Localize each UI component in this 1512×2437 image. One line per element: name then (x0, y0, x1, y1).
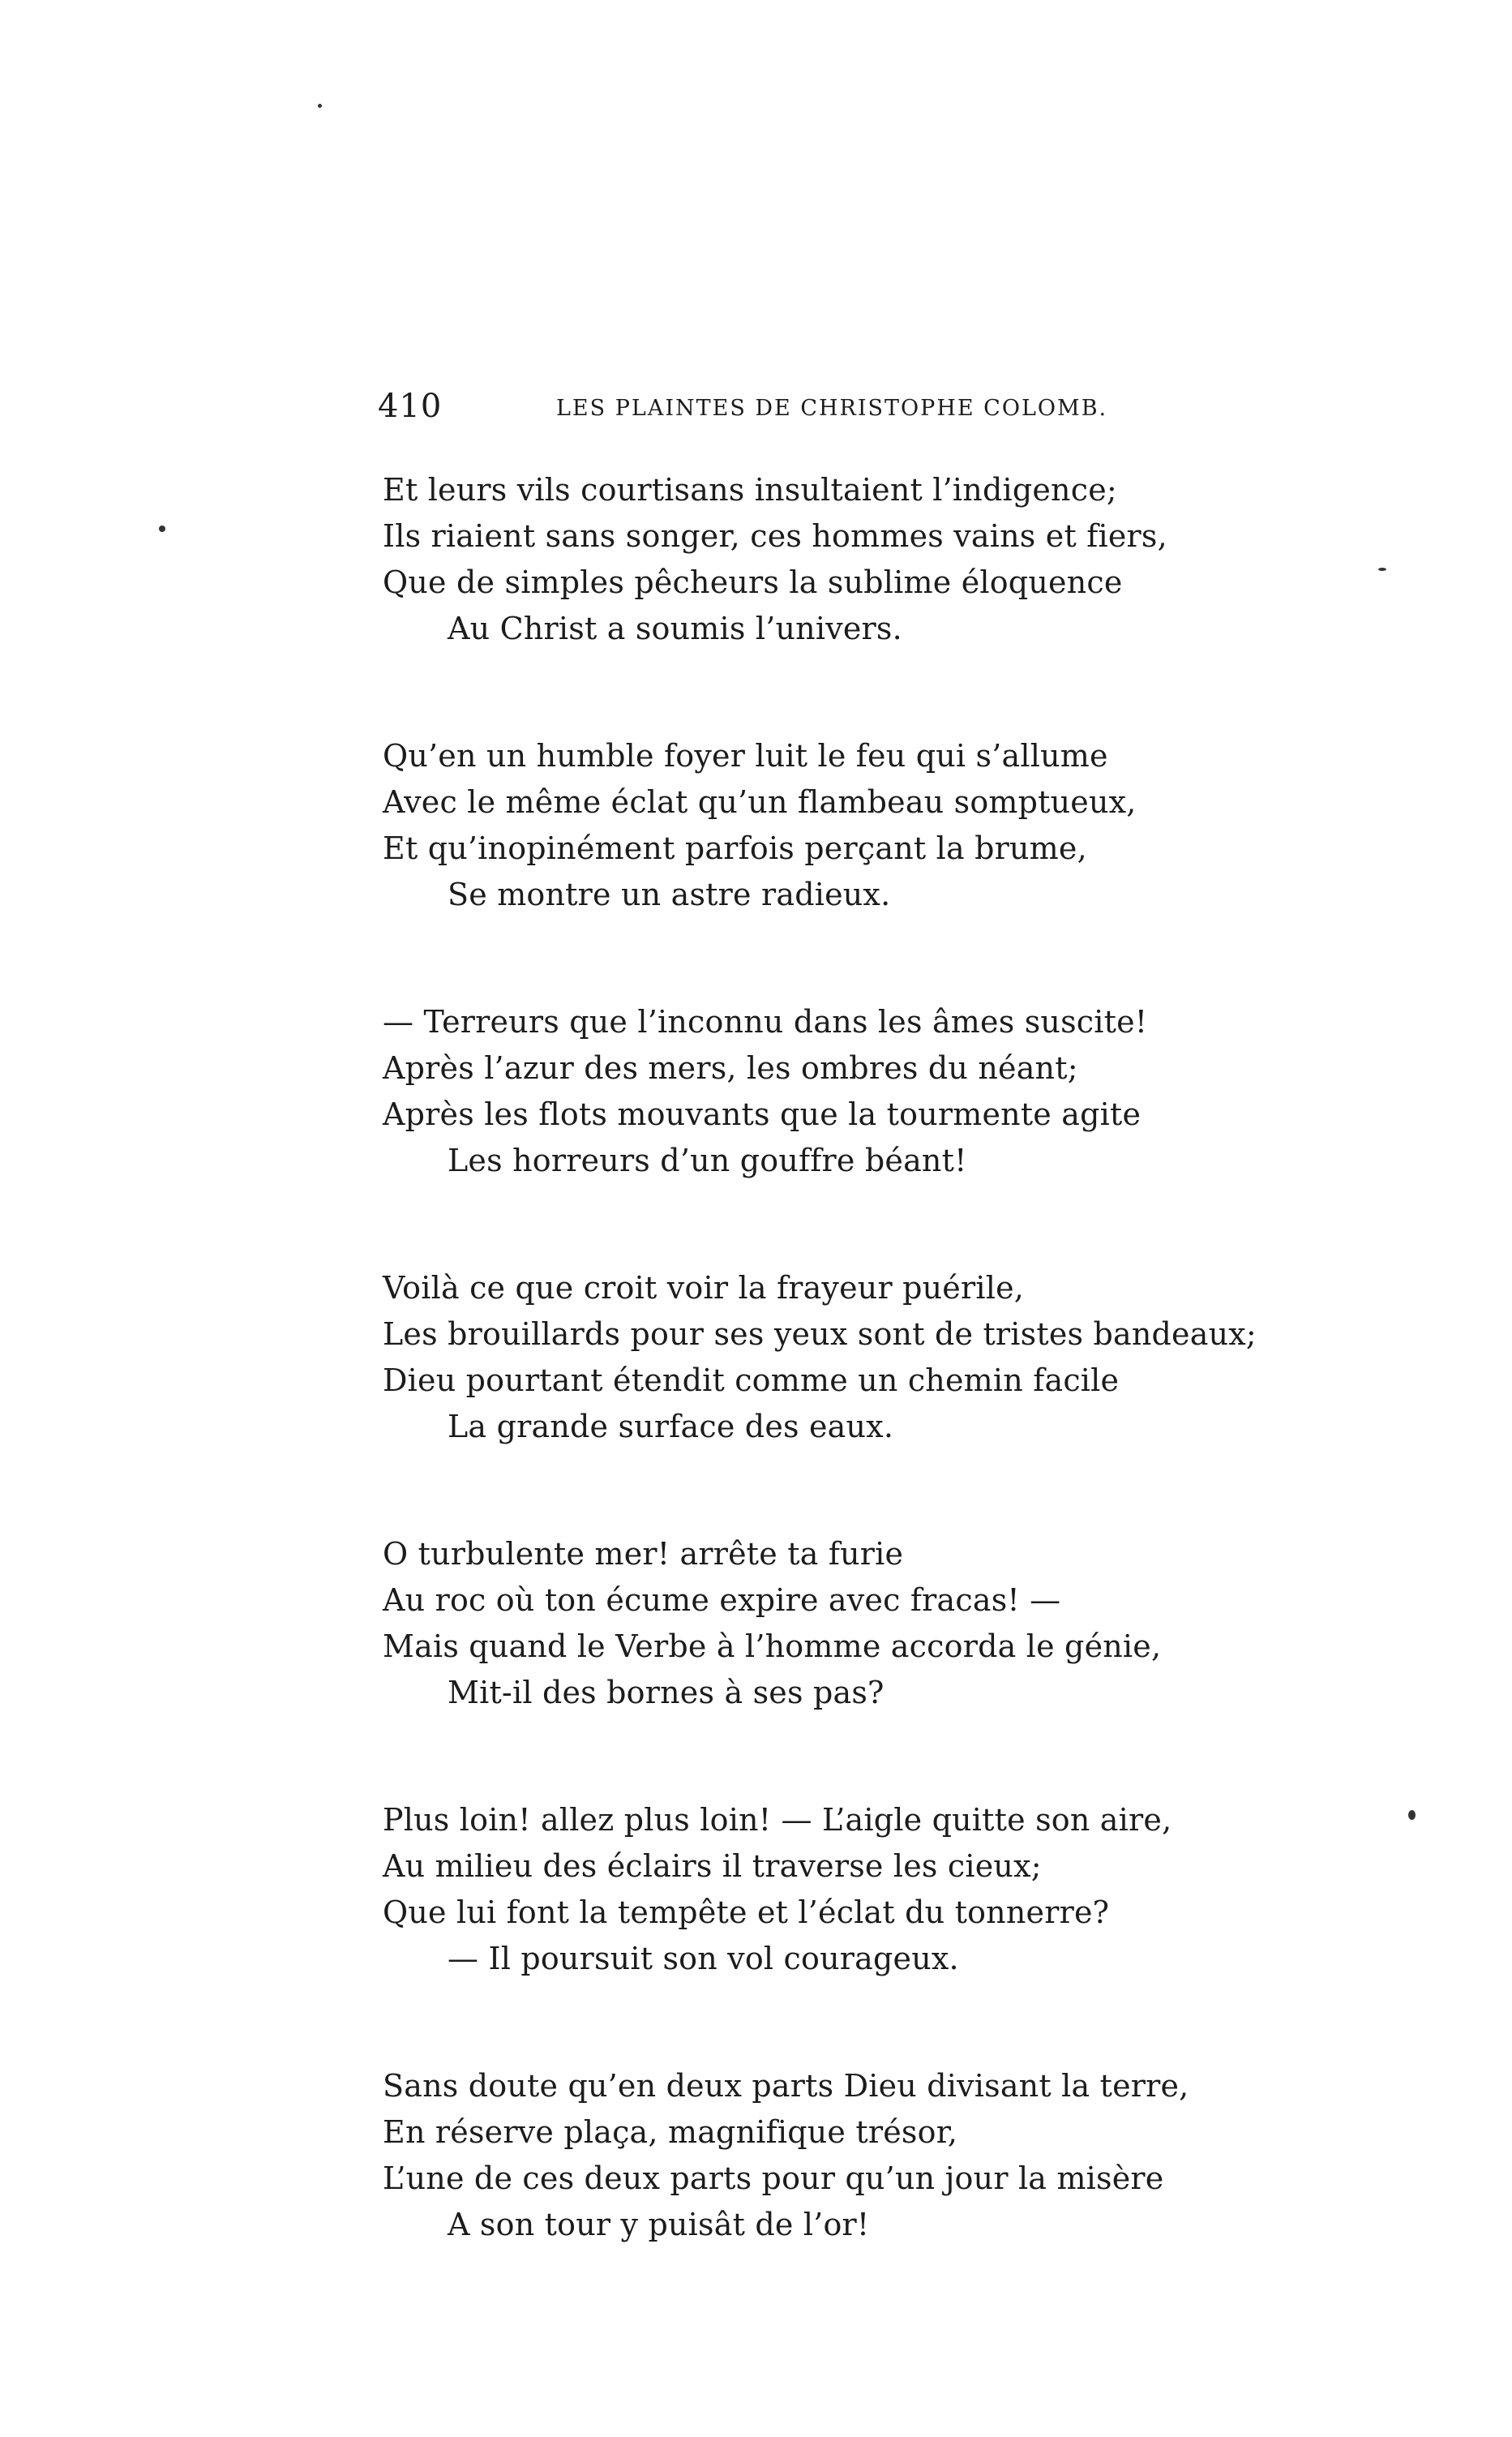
verse-line: Dieu pourtant étendit comme un chemin facile (383, 1362, 1120, 1398)
poem-body (383, 467, 1274, 2329)
verse-line: Les brouillards pour ses yeux sont de tristes bandeaux; (383, 1316, 1257, 1352)
verse-line: — Terreurs que l’inconnu dans les âmes suscite! (383, 1004, 1148, 1040)
verse-line-indented: — Il poursuit son vol courageux. (448, 1941, 959, 1976)
stanza (383, 1531, 1274, 1716)
stanza (383, 1265, 1274, 1450)
verse-line-indented: Au Christ a soumis l’univers. (448, 611, 902, 646)
stanza (383, 1797, 1274, 1982)
verse-line-indented: La grande surface des eaux. (448, 1409, 894, 1444)
scan-speck (1408, 1810, 1416, 1820)
verse-line-indented: Se montre un astre radieux. (448, 877, 891, 912)
verse-line: Au roc où ton écume expire avec fracas! — (383, 1582, 1061, 1618)
verse-line: Que lui font la tempête et l’éclat du tonnerre? (383, 1894, 1110, 1930)
scan-speck (318, 104, 322, 108)
verse-line: Plus loin! allez plus loin! — L’aigle quitte son aire, (383, 1802, 1172, 1838)
verse-line: Au milieu des éclairs il traverse les cieux; (383, 1848, 1042, 1884)
verse-line: Mais quand le Verbe à l’homme accorda le génie, (383, 1628, 1162, 1664)
verse-line: Sans doute qu’en deux parts Dieu divisant la terre, (383, 2068, 1189, 2104)
verse-line: Et leurs vils courtisans insultaient l’indigence; (383, 472, 1117, 508)
stanza (383, 2063, 1274, 2248)
verse-line: O turbulente mer! arrête ta furie (383, 1536, 904, 1572)
stanza (383, 467, 1274, 652)
verse-line: Après l’azur des mers, les ombres du néant; (383, 1050, 1078, 1086)
running-title: LES PLAINTES DE CHRISTOPHE COLOMB. (556, 396, 1108, 421)
stanza (383, 999, 1274, 1184)
verse-line-indented: Mit-il des bornes à ses pas? (448, 1675, 884, 1710)
page-header (378, 388, 1124, 436)
scan-speck (159, 526, 165, 532)
verse-line-indented: Les horreurs d’un gouffre béant! (448, 1143, 967, 1178)
verse-line: Et qu’inopinément parfois perçant la brume, (383, 830, 1087, 866)
verse-line: Que de simples pêcheurs la sublime éloquence (383, 564, 1123, 600)
page-number: 410 (378, 388, 443, 425)
scan-speck (1378, 568, 1386, 571)
stanza (383, 733, 1274, 918)
verse-line: L’une de ces deux parts pour qu’un jour la misère (383, 2160, 1164, 2196)
verse-line-indented: A son tour y puisât de l’or! (448, 2207, 870, 2242)
verse-line: Voilà ce que croit voir la frayeur puérile, (383, 1270, 1025, 1306)
verse-line: Ils riaient sans songer, ces hommes vains et fiers, (383, 518, 1167, 554)
verse-line: Avec le même éclat qu’un flambeau somptueux, (383, 784, 1137, 820)
verse-line: Qu’en un humble foyer luit le feu qui s’allume (383, 738, 1108, 774)
verse-line: En réserve plaça, magnifique trésor, (383, 2114, 958, 2150)
verse-line: Après les flots mouvants que la tourmente agite (383, 1096, 1141, 1132)
